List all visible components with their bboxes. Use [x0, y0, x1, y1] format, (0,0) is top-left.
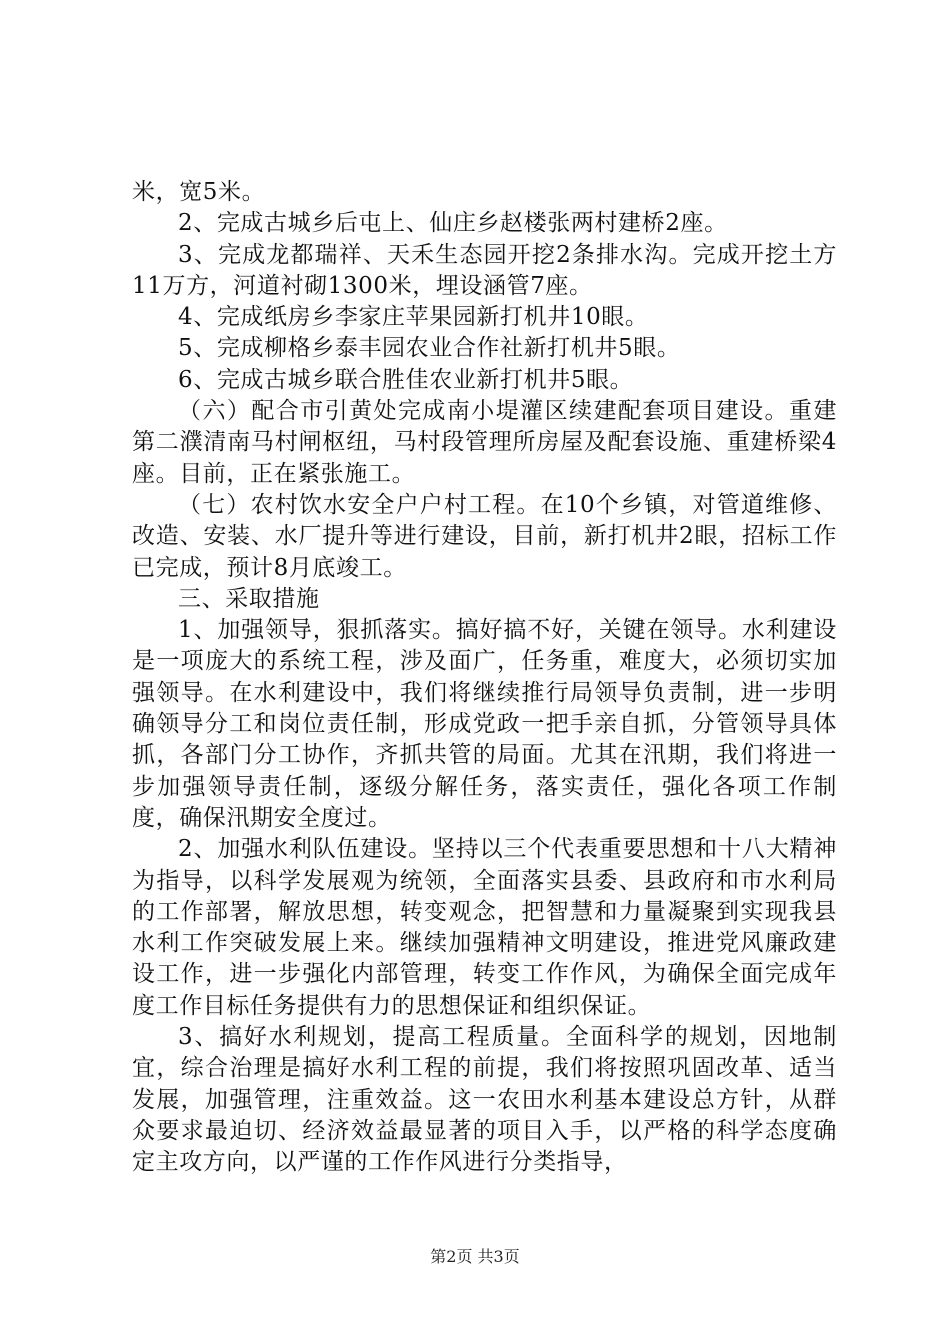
paragraph: 2、加强水利队伍建设。坚持以三个代表重要思想和十八大精神为指导，以科学发展观为统领，全面落实县委、县政府和市水利局的工作部署，解放思想，转变观念，把智慧和力量凝聚到实现我县水利工作突破发展上来。继续加强精神文明建设，推进党风廉政建设工作，进一步强化内部管理，转变工作作风，为确保全面完成年度工作目标任务提供有力的思想保证和组织保证。 [132, 836, 837, 1019]
paragraph: （六）配合市引黄处完成南小堤灌区续建配套项目建设。重建第二濮清南马村闸枢纽，马村段管理所房屋及配套设施、重建桥梁4座。目前，正在紧张施工。 [132, 398, 837, 487]
page-footer [0, 1244, 950, 1267]
paragraph: 3、搞好水利规划，提高工程质量。全面科学的规划，因地制宜，综合治理是搞好水利工程的前提，我们将按照巩固改革、适当发展，加强管理，注重效益。这一农田水利基本建设总方针，从群众要求最迫切、经济效益最显著的项目入手，以严格的科学态度确定主攻方向，以严谨的工作作风进行分类指导， [132, 1024, 837, 1176]
section-heading: 三、采取措施 [178, 585, 320, 612]
paragraph: 1、加强领导，狠抓落实。搞好搞不好，关键在领导。水利建设是一项庞大的系统工程，涉及面广，任务重，难度大，必须切实加强领导。在水利建设中，我们将继续推行局领导负责制，进一步明确领导分工和岗位责任制，形成党政一把手亲自抓，分管领导具体抓，各部门分工协作，齐抓共管的局面。尤其在汛期，我们将进一步加强领导责任制，逐级分解任务，落实责任，强化各项工作制度，确保汛期安全度过。 [132, 617, 837, 831]
page-number-label: 第2页 共3页 [430, 1247, 520, 1266]
paragraph: 3、完成龙都瑞祥、天禾生态园开挖2条排水沟。完成开挖土方11万方，河道衬砌1300米，埋设涵管7座。 [132, 241, 837, 299]
paragraph: 米，宽5米。 [132, 179, 266, 205]
paragraph: 5、完成柳格乡泰丰园农业合作社新打机井5眼。 [178, 335, 681, 362]
paragraph: 4、完成纸房乡李家庄苹果园新打机井10眼。 [178, 304, 649, 331]
paragraph: （七）农村饮水安全户户村工程。在10个乡镇，对管道维修、改造、安装、水厂提升等进行建设，目前，新打机井2眼，招标工作已完成，预计8月底竣工。 [132, 491, 837, 581]
document-body [132, 177, 837, 1179]
paragraph: 6、完成古城乡联合胜佳农业新打机井5眼。 [178, 366, 634, 393]
paragraph: 2、完成古城乡后屯上、仙庄乡赵楼张两村建桥2座。 [178, 210, 728, 237]
